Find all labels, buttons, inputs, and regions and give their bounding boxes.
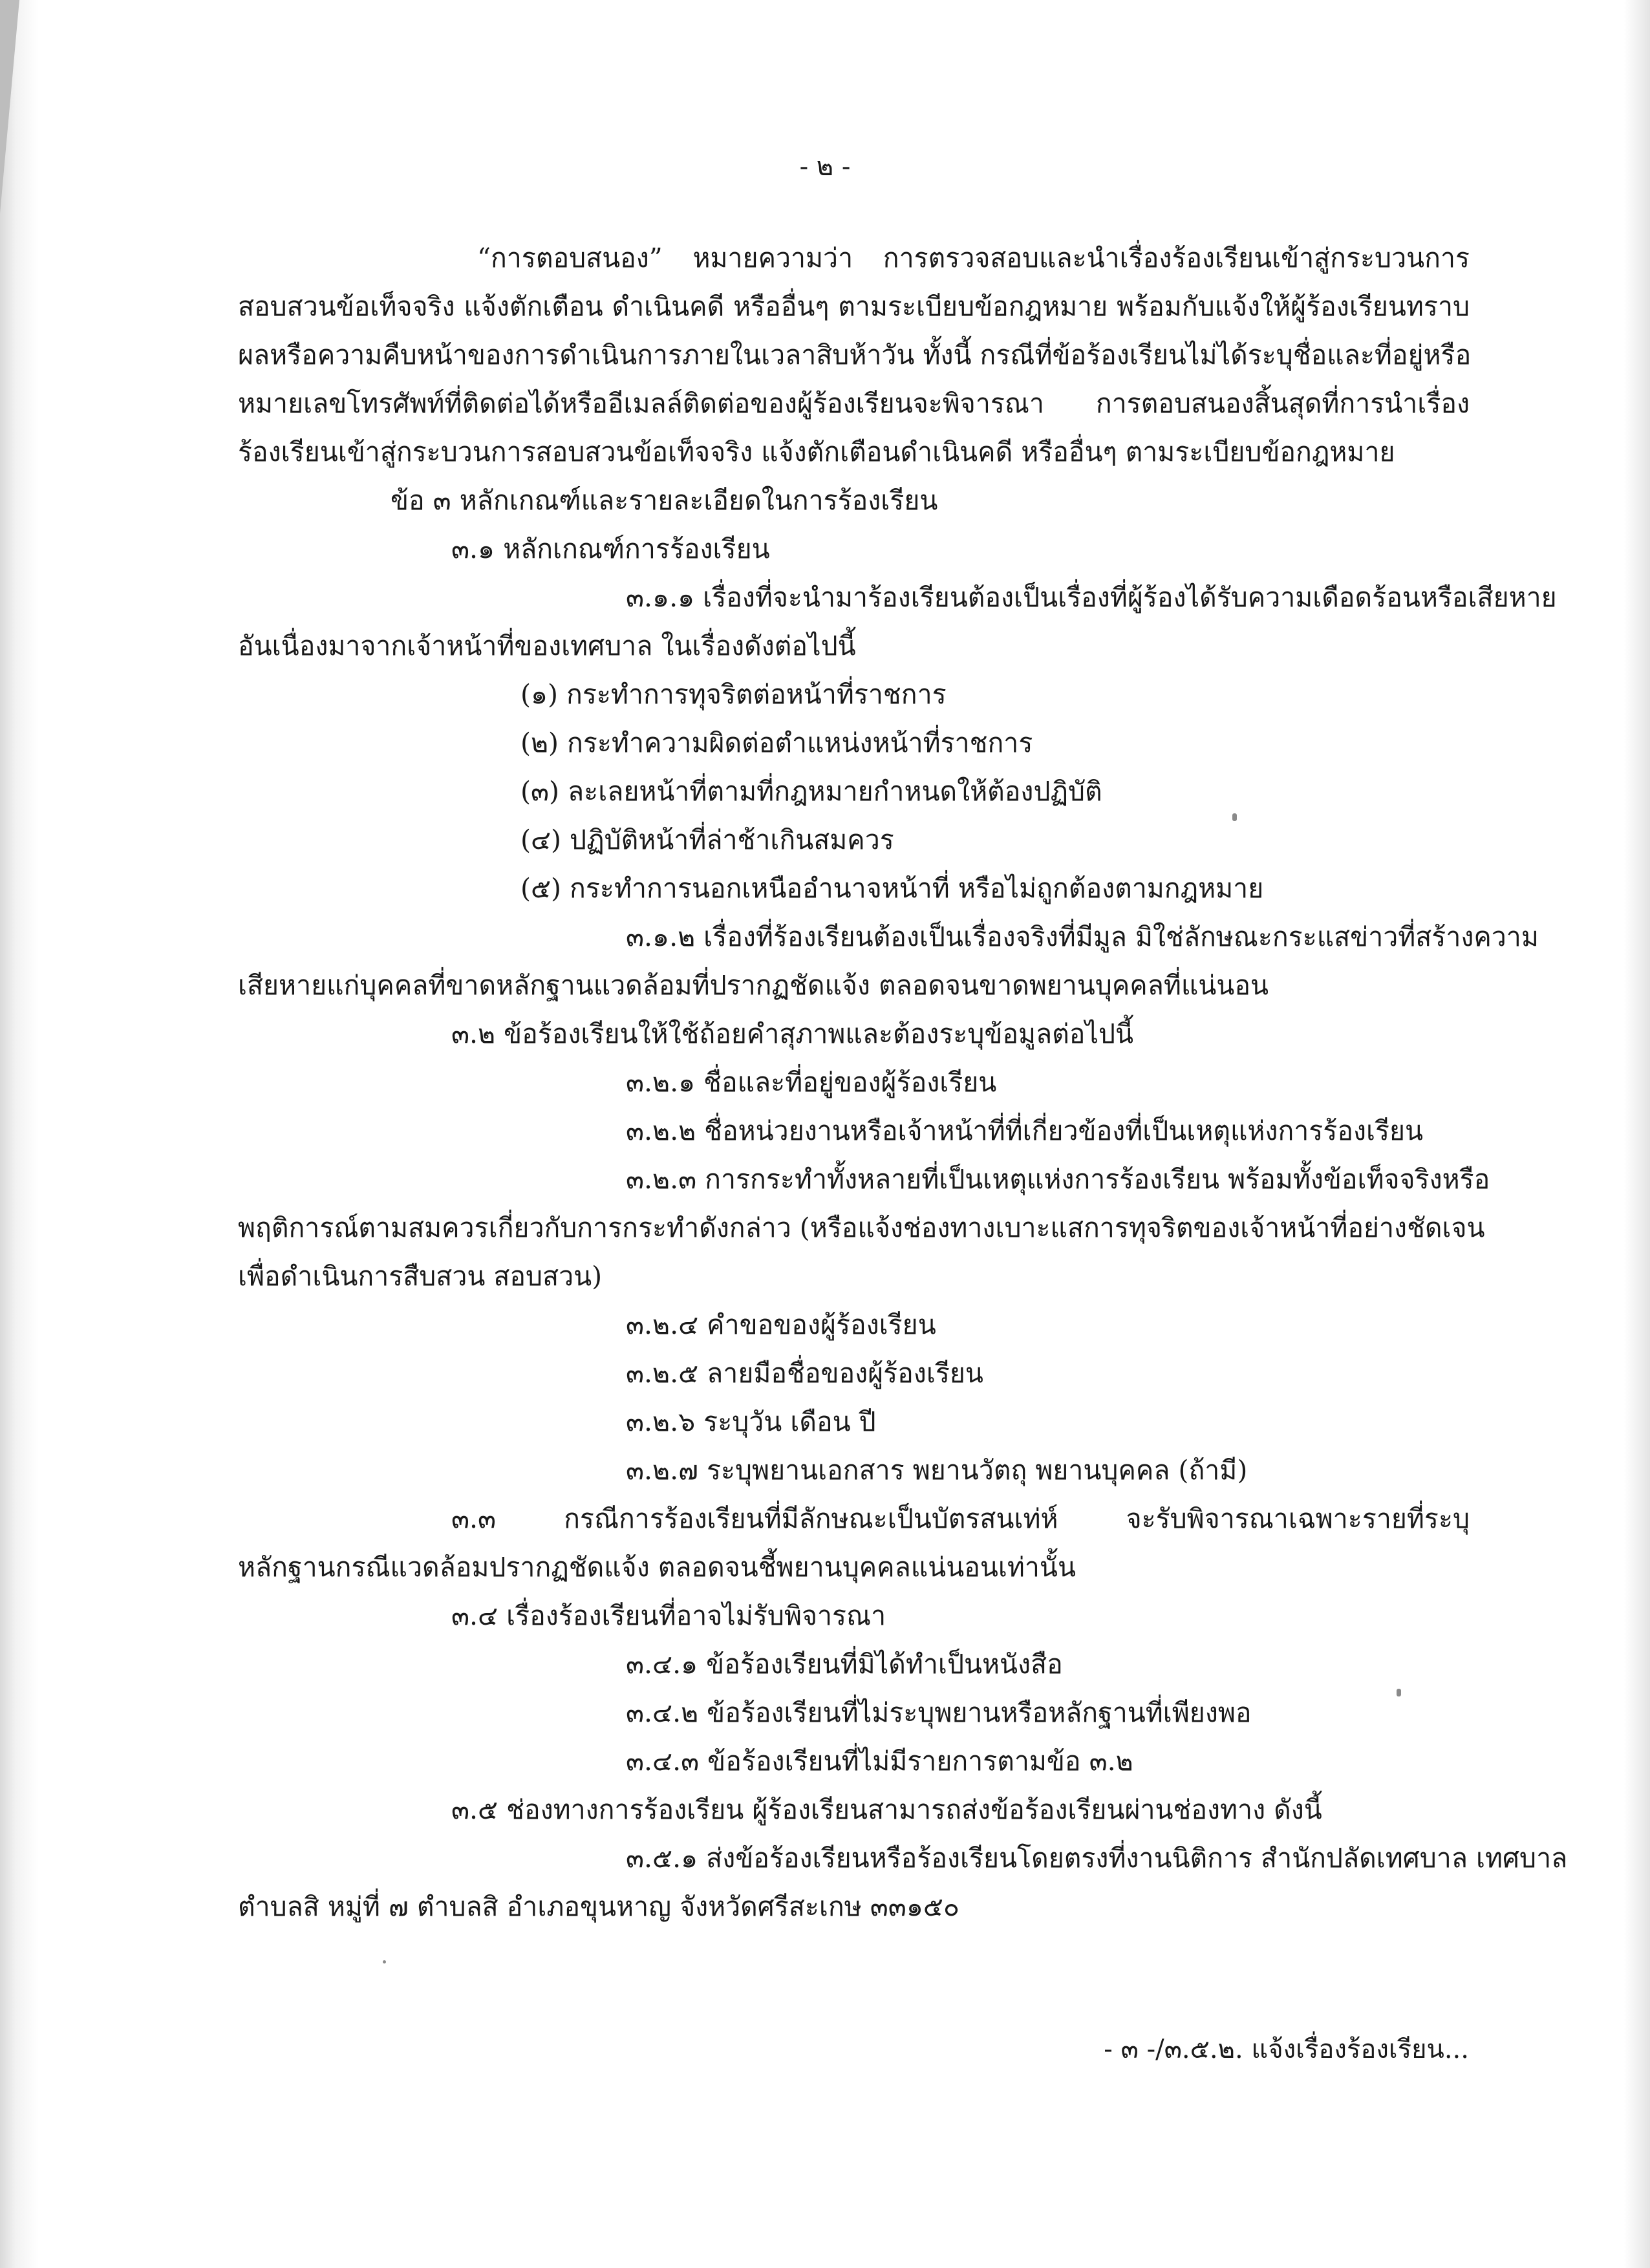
- scan-shadow-right: [1624, 0, 1650, 2268]
- section-heading: ข้อ ๓ หลักเกณฑ์และรายละเอียดในการร้องเรียน: [391, 485, 938, 516]
- list-item: (๓) ละเลยหน้าที่ตามที่กฎหมายกำหนดให้ต้องปฏิบัติ: [520, 776, 1102, 807]
- list-item: (๔) ปฏิบัติหน้าที่ล่าช้าเกินสมควร: [520, 824, 894, 855]
- paragraph-line: ๓.๒.๓ การกระทำทั้งหลายที่เป็นเหตุแห่งการร้องเรียน พร้อมทั้งข้อเท็จจริงหรือ: [626, 1164, 1490, 1195]
- list-item: ๓.๒.๒ ชื่อหน่วยงานหรือเจ้าหน้าที่ที่เกี่ยวข้องที่เป็นเหตุแห่งการร้องเรียน: [626, 1115, 1424, 1146]
- list-item: ๓.๔.๒ ข้อร้องเรียนที่ไม่ระบุพยานหรือหลักฐานที่เพียงพอ: [626, 1697, 1252, 1728]
- paragraph-line: หลักฐานกรณีแวดล้อมปรากฏชัดแจ้ง ตลอดจนชี้พยานบุคคลแน่นอนเท่านั้น: [238, 1552, 1076, 1583]
- paragraph-line: เพื่อดำเนินการสืบสวน สอบสวน): [238, 1261, 603, 1292]
- scan-speck: [1397, 1689, 1401, 1696]
- paragraph-line: ผลหรือความคืบหน้าของการดำเนินการภายในเวลาสิบห้าวัน ทั้งนี้ กรณีที่ข้อร้องเรียนไม่ได้ระบุชื่อและที่อยู่หรือ: [238, 339, 1472, 370]
- document-body: [238, 234, 1568, 1931]
- paragraph-line: ๓.๑.๒ เรื่องที่ร้องเรียนต้องเป็นเรื่องจริงที่มีมูล มิใช่ลักษณะกระแสข่าวที่สร้างความ: [626, 921, 1539, 952]
- paragraph-line: อันเนื่องมาจากเจ้าหน้าที่ของเทศบาล ในเรื่องดังต่อไปนี้: [238, 630, 856, 661]
- subsection-heading: ๓.๕ ช่องทางการร้องเรียน ผู้ร้องเรียนสามารถส่งข้อร้องเรียนผ่านช่องทาง ดังนี้: [451, 1794, 1322, 1825]
- list-item: ๓.๒.๗ ระบุพยานเอกสาร พยานวัตถุ พยานบุคคล (ถ้ามี): [626, 1455, 1248, 1486]
- paragraph-line: หมายเลขโทรศัพท์ที่ติดต่อได้หรืออีเมลล์ติดต่อของผู้ร้องเรียนจะพิจารณา การตอบสนองสิ้นสุดที่การนำเรื่อง: [238, 388, 1470, 419]
- paragraph-line: “การตอบสนอง” หมายความว่า การตรวจสอบและนำเรื่องร้องเรียนเข้าสู่กระบวนการ: [477, 242, 1470, 273]
- scan-speck: [383, 1960, 386, 1963]
- paragraph-line: เสียหายแก่บุคคลที่ขาดหลักฐานแวดล้อมที่ปรากฏชัดแจ้ง ตลอดจนขาดพยานบุคคลที่แน่นอน: [238, 970, 1269, 1001]
- paragraph-line: ตำบลสิ หมู่ที่ ๗ ตำบลสิ อำเภอขุนหาญ จังหวัดศรีสะเกษ ๓๓๑๕๐: [238, 1891, 959, 1922]
- list-item: ๓.๔.๓ ข้อร้องเรียนที่ไม่มีรายการตามข้อ ๓.๒: [626, 1746, 1133, 1777]
- list-item: ๓.๒.๑ ชื่อและที่อยู่ของผู้ร้องเรียน: [626, 1067, 997, 1098]
- subsection-heading: ๓.๒ ข้อร้องเรียนให้ใช้ถ้อยคำสุภาพและต้องระบุข้อมูลต่อไปนี้: [451, 1018, 1134, 1049]
- list-item: (๕) กระทำการนอกเหนืออำนาจหน้าที่ หรือไม่ถูกต้องตามกฎหมาย: [520, 873, 1264, 904]
- page-number: - ๒ -: [799, 152, 851, 182]
- scan-shadow-left: [0, 0, 39, 2268]
- scan-speck: [1232, 813, 1237, 821]
- continuation-note: - ๓ -/๓.๕.๒. แจ้งเรื่องร้องเรียน...: [1104, 2035, 1469, 2064]
- list-item: (๑) กระทำการทุจริตต่อหน้าที่ราชการ: [520, 679, 947, 710]
- list-item: ๓.๒.๔ คำขอของผู้ร้องเรียน: [626, 1309, 936, 1340]
- list-item: ๓.๔.๑ ข้อร้องเรียนที่มิได้ทำเป็นหนังสือ: [626, 1649, 1063, 1680]
- paragraph-line: ๓.๑.๑ เรื่องที่จะนำมาร้องเรียนต้องเป็นเรื่องที่ผู้ร้องได้รับความเดือดร้อนหรือเสียหาย: [626, 582, 1557, 613]
- subsection-heading: ๓.๑ หลักเกณฑ์การร้องเรียน: [451, 533, 770, 564]
- list-item: ๓.๒.๕ ลายมือชื่อของผู้ร้องเรียน: [626, 1358, 983, 1389]
- subsection-heading: ๓.๔ เรื่องร้องเรียนที่อาจไม่รับพิจารณา: [451, 1600, 886, 1631]
- paragraph-line: ๓.๕.๑ ส่งข้อร้องเรียนหรือร้องเรียนโดยตรงที่งานนิติการ สำนักปลัดเทศบาล เทศบาล: [626, 1843, 1568, 1874]
- paragraph-line: พฤติการณ์ตามสมควรเกี่ยวกับการกระทำดังกล่าว (หรือแจ้งช่องทางเบาะแสการทุจริตของเจ้าหน้าที่อย่างชัดเจน: [238, 1212, 1485, 1243]
- paragraph-line: สอบสวนข้อเท็จจริง แจ้งตักเตือน ดำเนินคดี หรืออื่นๆ ตามระเบียบข้อกฎหมาย พร้อมกับแจ้งให้ผู้ร้องเรียนทราบ: [238, 291, 1470, 322]
- paragraph-line: ๓.๓ กรณีการร้องเรียนที่มีลักษณะเป็นบัตรสนเท่ห์ จะรับพิจารณาเฉพาะรายที่ระบุ: [451, 1503, 1470, 1534]
- list-item: (๒) กระทำความผิดต่อตำแหน่งหน้าที่ราชการ: [520, 727, 1033, 758]
- list-item: ๓.๒.๖ ระบุวัน เดือน ปี: [626, 1406, 876, 1437]
- paragraph-line: ร้องเรียนเข้าสู่กระบวนการสอบสวนข้อเท็จจริง แจ้งตักเตือนดำเนินคดี หรืออื่นๆ ตามระเบียบข้อกฎหมาย: [238, 436, 1395, 467]
